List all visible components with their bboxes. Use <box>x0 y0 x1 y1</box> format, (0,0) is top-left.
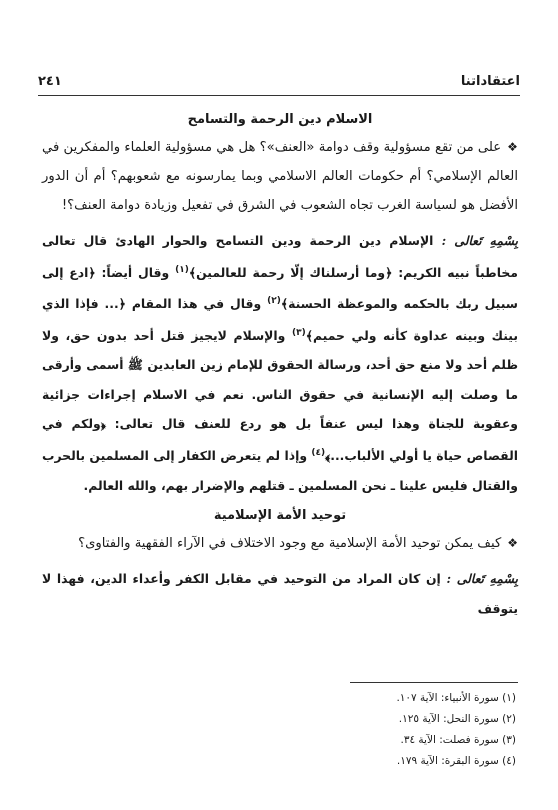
footnote-ref-2: (٢) <box>267 296 281 307</box>
footnote-item: (٣) سورة فصلت: الآية ٣٤. <box>400 734 516 746</box>
footnote-item: (١) سورة الأنبياء: الآية ١٠٧. <box>396 692 516 704</box>
section-title: الاسلام دين الرحمة والتسامح <box>187 112 373 127</box>
answer-text-2: وقال أيضاً: ﴿ادع إلى سبيل ربك بالحكمه والموعظة الحسنة﴾ <box>42 264 518 312</box>
footnote-ref-3: (٣) <box>291 327 306 338</box>
page-body <box>42 112 518 623</box>
answer-text-5: وإذا لم يتعرض الكفار إلى المسلمين بالحرب والقتال فليس علينا ـ نحن المسلمين ـ قتلهم والإضرار بهم، والله العالم. <box>42 448 518 493</box>
answer-lead: بِسْمِهِ تَعالى : <box>446 571 518 586</box>
question-paragraph <box>42 529 518 558</box>
footnote-item: (٤) سورة البقرة: الآية ١٧٩. <box>396 755 516 767</box>
answer-text-1: الإسلام دين الرحمة ودين التسامح والحوار الهادئ قال تعالى مخاطباً نبيه الكريم: ﴿وما أرسلناك إلّا رحمة للعالمين﴾ <box>42 233 518 280</box>
header-divider <box>38 95 520 96</box>
answer-text-4: والإسلام لايجيز قتل أحد بدون حق، ولا ظلم أحد ولا منع حق أحد، ورسالة الحقوق للإمام زين العابدين ﷺ أسمى وأرقى ما وصلت إليه الإنسانية في حقوق الناس. نعم في الاسلام إجراءات جزائية وعقوبة للجناة وهذا ليس عنفاً بل هو ردع للعنف قال تعالى: ﴿ولكم في القصاص حياة يا أولي الألباب...﴾ <box>42 327 518 463</box>
answer-text: إن كان المراد من التوحيد في مقابل الكفر وأعداء الدين، فهذا لا يتوقف <box>42 571 518 616</box>
question-text: كيف يمكن توحيد الأمة الإسلامية مع وجود الاختلاف في الآراء الفقهية والفتاوى؟ <box>78 536 502 551</box>
page-number: ٢٤١ <box>38 73 62 89</box>
footnote-ref-1: (١) <box>175 264 189 275</box>
diamond-bullet-icon: ❖ <box>507 140 518 154</box>
footnote-item: (٢) سورة النحل: الآية ١٢٥. <box>398 713 516 725</box>
answer-lead: بِسْمِهِ تَعالى : <box>441 233 518 248</box>
footnote-ref-4: (٤) <box>311 447 326 458</box>
footnote-divider <box>350 682 518 683</box>
diamond-bullet-icon: ❖ <box>507 536 518 550</box>
footnotes <box>216 688 516 772</box>
question-paragraph <box>42 133 518 220</box>
running-title: اعتقاداتنا <box>460 73 520 89</box>
section-title: توحيد الأمة الإسلامية <box>213 508 347 523</box>
answer-text-3: وقال في هذا المقام ﴿... فإذا الذي بينك وبينه عداوة كأنه ولي حميم﴾ <box>42 296 518 343</box>
answer-paragraph <box>42 226 518 500</box>
question-text: على من تقع مسؤولية وقف دوامة «العنف»؟ هل هي مسؤولية العلماء والمفكرين في العالم الإسلامي؟ أم حكومات العالم الاسلامي وبما يمارسونه مع شعوبهم؟ أم أن الدور الأفضل هو لسياسة الغرب تجاه الشعوب في الشرق في تفعيل وزيادة دوامة العنف؟! <box>42 140 518 213</box>
page-header <box>38 70 520 92</box>
answer-paragraph <box>42 564 518 623</box>
